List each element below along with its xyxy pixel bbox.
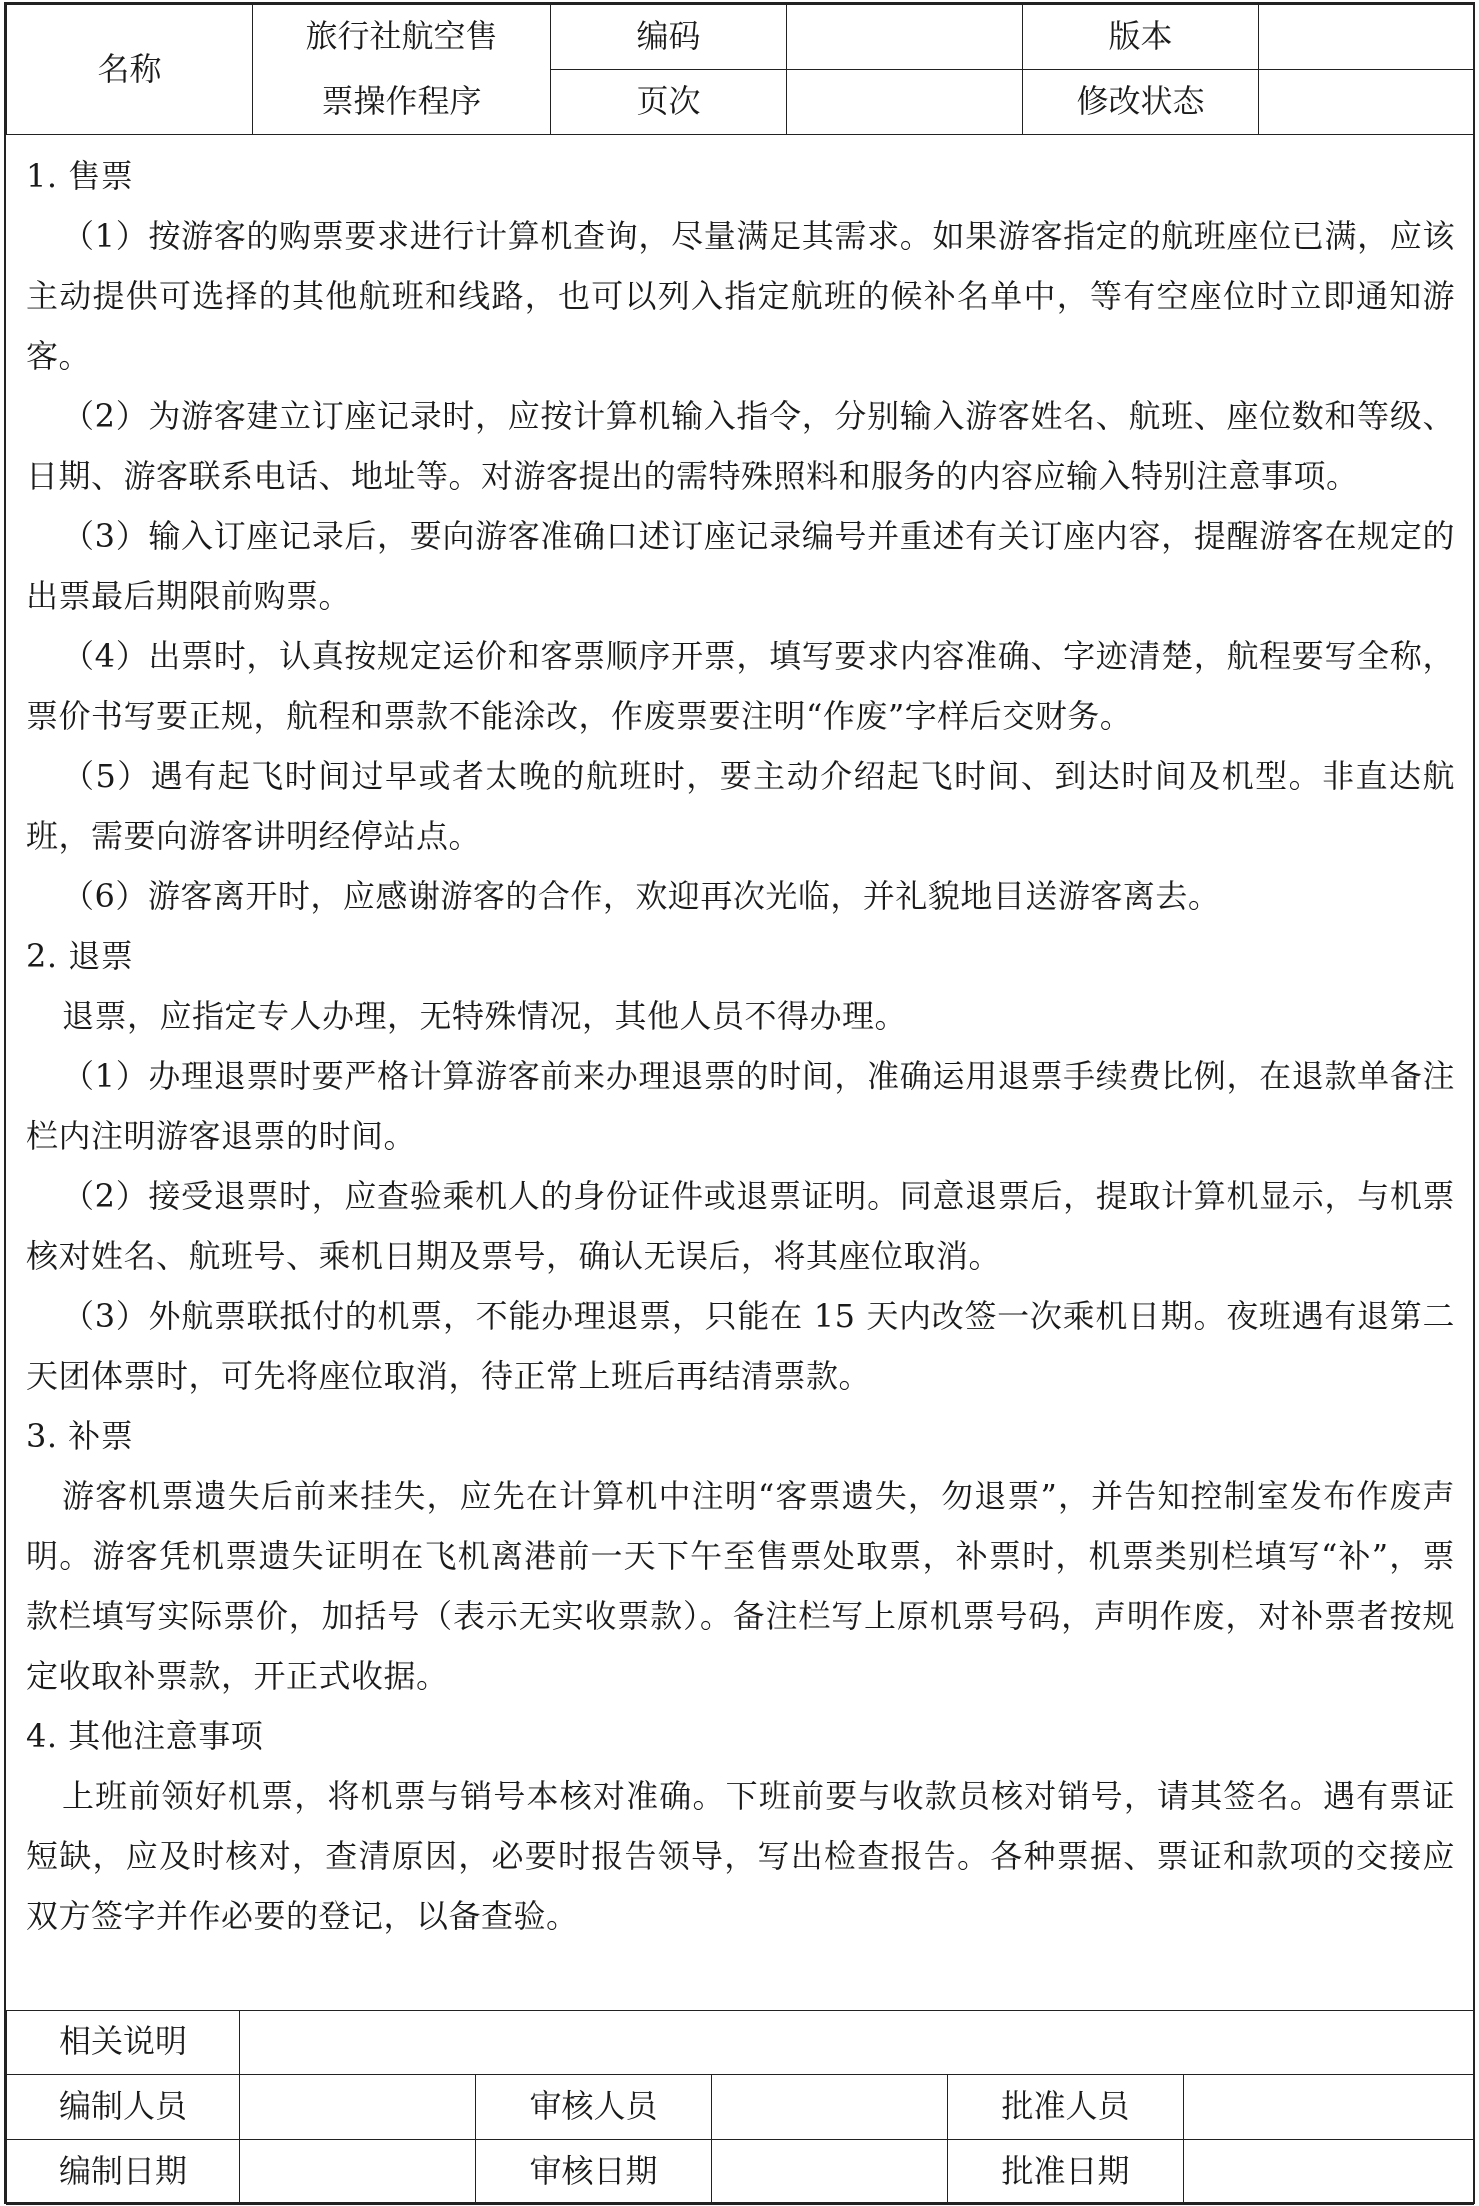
name-value-line1: 旅行社航空售 — [253, 5, 551, 70]
paragraph: （1）办理退票时要严格计算游客前来办理退票的时间，准确运用退票手续费比例，在退款单备注栏内注明游客退票的时间。 — [26, 1057, 1455, 1155]
author-label: 编制人员 — [7, 2074, 240, 2139]
author-date-label: 编制日期 — [7, 2139, 240, 2204]
page-label: 页次 — [551, 70, 787, 135]
paragraph: （5）遇有起飞时间过早或者太晚的航班时，要主动介绍起飞时间、到达时间及机型。非直达航班，需要向游客讲明经停站点。 — [26, 757, 1455, 855]
paragraph: （1）按游客的购票要求进行计算机查询，尽量满足其需求。如果游客指定的航班座位已满，应该主动提供可选择的其他航班和线路，也可以列入指定航班的候补名单中，等有空座位时立即通知游客。 — [26, 217, 1455, 375]
author-date-value — [240, 2139, 476, 2204]
paragraph: 上班前领好机票，将机票与销号本核对准确。下班前要与收款员核对销号，请其签名。遇有票证短缺，应及时核对，查清原因，必要时报告领导，写出检查报告。各种票据、票证和款项的交接应双方签字并作必要的登记，以备查验。 — [26, 1777, 1455, 1935]
review-date-label: 审核日期 — [476, 2139, 712, 2204]
paragraph: （4）出票时，认真按规定运价和客票顺序开票，填写要求内容准确、字迹清楚，航程要写全称，票价书写要正规，航程和票款不能涂改，作废票要注明“作废”字样后交财务。 — [26, 637, 1455, 735]
section-title-refund: 2. 退票 — [26, 937, 134, 975]
author-value — [240, 2074, 476, 2139]
document-frame — [4, 2, 1475, 2204]
review-date-value — [712, 2139, 948, 2204]
paragraph: （3）外航票联抵付的机票，不能办理退票，只能在 15 天内改签一次乘机日期。夜班遇有退第二天团体票时，可先将座位取消，待正常上班后再结清票款。 — [26, 1297, 1455, 1395]
paragraph: （2）为游客建立订座记录时，应按计算机输入指令，分别输入游客姓名、航班、座位数和等级、日期、游客联系电话、地址等。对游客提出的需特殊照料和服务的内容应输入特别注意事项。 — [26, 397, 1455, 495]
notes-label: 相关说明 — [7, 2011, 240, 2074]
paragraph: （2）接受退票时，应查验乘机人的身份证件或退票证明。同意退票后，提取计算机显示，与机票核对姓名、航班号、乘机日期及票号，确认无误后，将其座位取消。 — [26, 1177, 1455, 1275]
code-label: 编码 — [551, 5, 787, 70]
procedure-body — [6, 134, 1473, 2011]
approve-date-value — [1184, 2139, 1474, 2204]
name-label: 名称 — [7, 5, 253, 135]
approver-value — [1184, 2074, 1474, 2139]
revision-label: 修改状态 — [1023, 70, 1259, 135]
paragraph: （3）输入订座记录后，要向游客准确口述订座记录编号并重述有关订座内容，提醒游客在规定的出票最后期限前购票。 — [26, 517, 1455, 615]
paragraph: 游客机票遗失后前来挂失，应先在计算机中注明“客票遗失，勿退票”，并告知控制室发布作废声明。游客凭机票遗失证明在飞机离港前一天下午至售票处取票，补票时，机票类别栏填写“补”，票款栏填写实际票价，加括号（表示无实收票款）。备注栏写上原机票号码，声明作废，对补票者按规定收取补票款，开正式收据。 — [26, 1477, 1455, 1695]
page-value — [787, 70, 1023, 135]
reviewer-label: 审核人员 — [476, 2074, 712, 2139]
code-value — [787, 5, 1023, 70]
name-value-line2: 票操作程序 — [253, 70, 551, 135]
approve-date-label: 批准日期 — [948, 2139, 1184, 2204]
revision-value — [1259, 70, 1474, 135]
approver-label: 批准人员 — [948, 2074, 1184, 2139]
notes-value — [240, 2011, 1474, 2074]
paragraph: （6）游客离开时，应感谢游客的合作，欢迎再次光临，并礼貌地目送游客离去。 — [62, 877, 1221, 915]
section-title-reissue: 3. 补票 — [26, 1417, 134, 1455]
section-title-sell: 1. 售票 — [26, 157, 134, 195]
header-table — [6, 4, 1473, 134]
paragraph: 退票，应指定专人办理，无特殊情况，其他人员不得办理。 — [62, 997, 908, 1035]
footer-table — [6, 2011, 1473, 2204]
reviewer-value — [712, 2074, 948, 2139]
version-value — [1259, 5, 1474, 70]
section-title-other: 4. 其他注意事项 — [26, 1717, 264, 1755]
version-label: 版本 — [1023, 5, 1259, 70]
